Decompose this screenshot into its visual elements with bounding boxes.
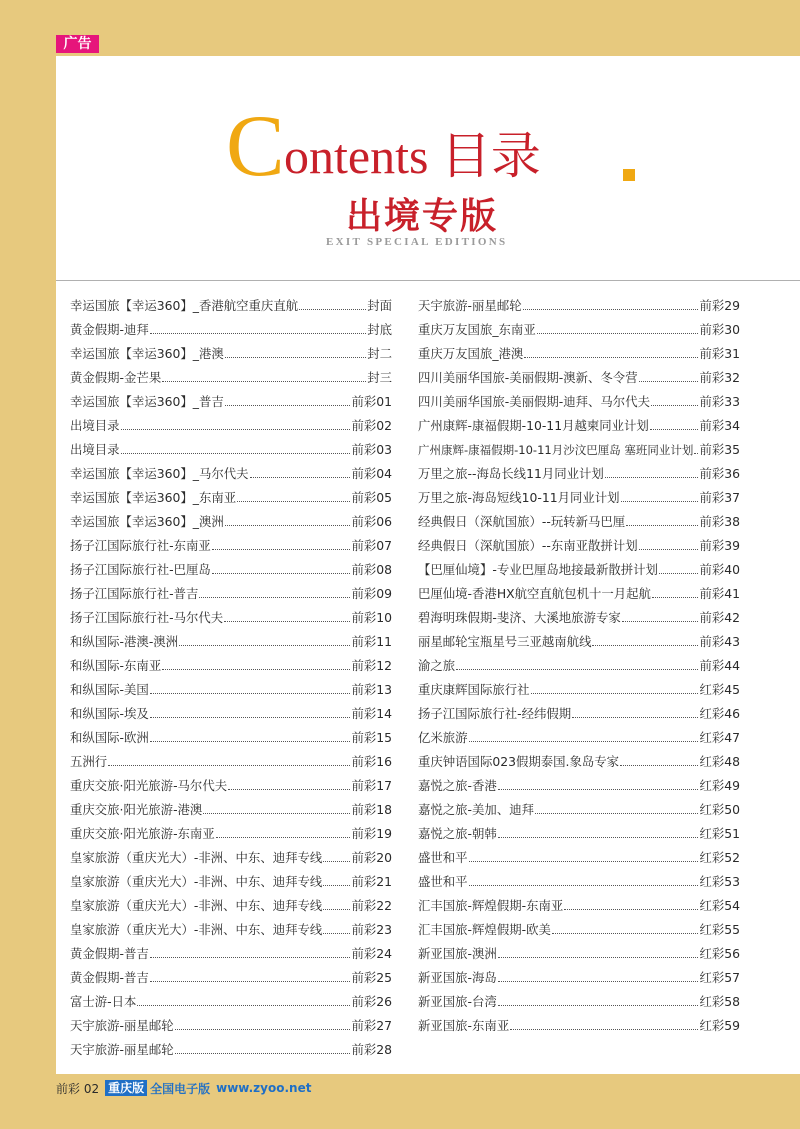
toc-entry-page: 红彩49 xyxy=(699,778,740,793)
toc-entry-title: 巴厘仙境-香港HX航空直航包机十一月起航 xyxy=(418,586,651,601)
toc-entry-page: 前彩40 xyxy=(699,562,740,577)
toc-entry-title: 五洲行 xyxy=(70,754,108,769)
toc-entry-title: 新亚国旅-海岛 xyxy=(418,970,497,985)
dot-leader xyxy=(552,933,699,934)
toc-entry-page: 前彩21 xyxy=(351,874,392,889)
dot-leader xyxy=(323,909,350,910)
dot-leader xyxy=(564,909,698,910)
toc-entry[interactable] xyxy=(70,578,392,602)
content-page xyxy=(56,56,800,1074)
toc-column-right xyxy=(418,290,740,1034)
toc-entry-page: 封二 xyxy=(367,346,392,361)
dot-leader xyxy=(225,405,351,406)
toc-entry-page: 红彩57 xyxy=(699,970,740,985)
toc-entry[interactable] xyxy=(418,962,740,986)
dot-leader xyxy=(323,933,350,934)
toc-entry-title: 汇丰国旅-辉煌假期-东南亚 xyxy=(418,898,564,913)
toc-entry[interactable] xyxy=(418,362,740,386)
toc-entry-page: 红彩54 xyxy=(699,898,740,913)
toc-entry-title: 嘉悦之旅-朝韩 xyxy=(418,826,497,841)
dot-leader xyxy=(179,645,350,646)
dot-leader xyxy=(299,309,366,310)
toc-entry-page: 前彩16 xyxy=(351,754,392,769)
toc-entry-page: 前彩05 xyxy=(351,490,392,505)
dot-leader xyxy=(605,477,699,478)
toc-entry-page: 红彩53 xyxy=(699,874,740,889)
footer xyxy=(56,1080,311,1096)
toc-entry-page: 前彩41 xyxy=(699,586,740,601)
dot-leader xyxy=(225,525,351,526)
toc-entry-title: 重庆万友国旅_港澳 xyxy=(418,346,524,361)
title-initial: C xyxy=(226,98,285,195)
toc-entry[interactable] xyxy=(418,602,740,626)
toc-entry[interactable] xyxy=(70,338,392,362)
toc-entry-page: 前彩13 xyxy=(351,682,392,697)
dot-leader xyxy=(639,549,699,550)
toc-entry-page: 前彩17 xyxy=(351,778,392,793)
toc-entry[interactable] xyxy=(70,482,392,506)
toc-entry-page: 红彩48 xyxy=(699,754,740,769)
toc-entry[interactable] xyxy=(418,290,740,314)
toc-entry-title: 万里之旅-海岛短线10-11月同业计划 xyxy=(418,490,620,505)
toc-entry-page: 前彩04 xyxy=(351,466,392,481)
dot-leader xyxy=(237,501,350,502)
toc-entry-page: 前彩36 xyxy=(699,466,740,481)
toc-entry-page: 前彩07 xyxy=(351,538,392,553)
page-title xyxy=(226,98,646,195)
toc-entry[interactable] xyxy=(70,410,392,434)
dot-leader xyxy=(228,789,350,790)
toc-entry-page: 前彩34 xyxy=(699,418,740,433)
toc-entry-title: 皇家旅游（重庆光大）-非洲、中东、迪拜专线 xyxy=(70,850,323,865)
toc-entry[interactable] xyxy=(70,314,392,338)
toc-entry-page: 红彩58 xyxy=(699,994,740,1009)
dot-leader xyxy=(224,621,350,622)
toc-entry-title: 丽星邮轮宝瓶星号三亚越南航线 xyxy=(418,634,592,649)
toc-entry-page: 红彩51 xyxy=(699,826,740,841)
toc-entry[interactable] xyxy=(418,482,740,506)
dot-leader xyxy=(250,477,351,478)
toc-entry-page: 前彩24 xyxy=(351,946,392,961)
divider xyxy=(56,280,800,281)
toc-entry[interactable] xyxy=(70,674,392,698)
toc-entry-page: 红彩59 xyxy=(699,1018,740,1033)
toc-entry[interactable] xyxy=(418,698,740,722)
dot-leader xyxy=(620,765,698,766)
toc-entry-page: 前彩28 xyxy=(351,1042,392,1057)
toc-entry[interactable] xyxy=(70,914,392,938)
toc-entry-title: 天宇旅游-丽星邮轮 xyxy=(70,1042,174,1057)
title-dot-decoration xyxy=(623,169,635,181)
dot-leader xyxy=(108,765,350,766)
toc-entry-title: 【巴厘仙境】-专业巴厘岛地接最新散拼计划 xyxy=(418,562,658,577)
toc-entry-title: 碧海明珠假期-斐济、大溪地旅游专家 xyxy=(418,610,621,625)
toc-entry-page: 前彩38 xyxy=(699,514,740,529)
toc-entry-page: 前彩09 xyxy=(351,586,392,601)
dot-leader xyxy=(456,669,698,670)
toc-entry-page: 前彩12 xyxy=(351,658,392,673)
toc-entry-title: 扬子江国际旅行社-巴厘岛 xyxy=(70,562,211,577)
toc-entry-title: 黄金假期-迪拜 xyxy=(70,322,149,337)
toc-entry[interactable] xyxy=(70,1010,392,1034)
english-subtitle: EXIT SPECIAL EDITIONS xyxy=(326,236,508,248)
dot-leader xyxy=(622,621,699,622)
toc-entry-title: 四川美丽华国旅-美丽假期-澳新、冬令营 xyxy=(418,370,638,385)
toc-entry-page: 前彩27 xyxy=(351,1018,392,1033)
toc-entry[interactable] xyxy=(418,986,740,1010)
toc-entry-page: 前彩39 xyxy=(699,538,740,553)
toc-entry[interactable] xyxy=(418,890,740,914)
dot-leader xyxy=(537,333,699,334)
toc-entry[interactable] xyxy=(70,986,392,1010)
toc-entry[interactable] xyxy=(418,434,740,458)
toc-entry-title: 四川美丽华国旅-美丽假期-迪拜、马尔代夫 xyxy=(418,394,650,409)
toc-entry-title: 黄金假期-普吉 xyxy=(70,970,149,985)
toc-entry-page: 前彩11 xyxy=(351,634,392,649)
dot-leader xyxy=(175,1053,351,1054)
toc-entry-page: 前彩23 xyxy=(351,922,392,937)
toc-entry-page: 前彩29 xyxy=(699,298,740,313)
dot-leader xyxy=(150,333,366,334)
toc-entry-page: 前彩19 xyxy=(351,826,392,841)
toc-entry[interactable] xyxy=(70,386,392,410)
toc-entry[interactable] xyxy=(418,866,740,890)
dot-leader xyxy=(203,813,350,814)
toc-entry-title: 重庆交旅·阳光旅游-东南亚 xyxy=(70,826,215,841)
toc-entry-page: 前彩37 xyxy=(699,490,740,505)
dot-leader xyxy=(510,1029,698,1030)
toc-entry-page: 红彩55 xyxy=(699,922,740,937)
toc-entry-page: 前彩25 xyxy=(351,970,392,985)
toc-entry-title: 富士游-日本 xyxy=(70,994,137,1009)
toc-entry[interactable] xyxy=(418,386,740,410)
toc-entry-page: 前彩06 xyxy=(351,514,392,529)
edition-label: 全国电子版 xyxy=(150,1081,211,1096)
toc-entry-title: 皇家旅游（重庆光大）-非洲、中东、迪拜专线 xyxy=(70,874,323,889)
dot-leader xyxy=(469,885,699,886)
dot-leader xyxy=(150,693,351,694)
toc-entry-title: 经典假日（深航国旅）--东南亚散拼计划 xyxy=(418,538,638,553)
toc-entry-title: 出境目录 xyxy=(70,418,120,433)
dot-leader xyxy=(162,669,350,670)
dot-leader xyxy=(621,501,699,502)
toc-entry[interactable] xyxy=(70,770,392,794)
dot-leader xyxy=(150,957,351,958)
toc-entry-title: 渝之旅 xyxy=(418,658,456,673)
toc-entry[interactable] xyxy=(70,602,392,626)
toc-entry[interactable] xyxy=(70,794,392,818)
toc-entry[interactable] xyxy=(70,866,392,890)
toc-entry-title: 幸运国旅【幸运360】_澳洲 xyxy=(70,514,224,529)
toc-entry[interactable] xyxy=(70,434,392,458)
dot-leader xyxy=(121,429,351,430)
dot-leader xyxy=(212,573,351,574)
toc-entry-title: 亿米旅游 xyxy=(418,730,468,745)
toc-entry[interactable] xyxy=(70,458,392,482)
toc-entry[interactable] xyxy=(70,842,392,866)
toc-entry[interactable] xyxy=(418,1010,740,1034)
toc-entry-title: 重庆交旅·阳光旅游-马尔代夫 xyxy=(70,778,228,793)
toc-entry[interactable] xyxy=(70,362,392,386)
dot-leader xyxy=(639,381,699,382)
dot-leader xyxy=(150,981,351,982)
toc-entry[interactable] xyxy=(70,938,392,962)
toc-entry-page: 前彩08 xyxy=(351,562,392,577)
dot-leader xyxy=(650,429,699,430)
toc-entry-title: 天宇旅游-丽星邮轮 xyxy=(418,298,522,313)
toc-entry-title: 经典假日（深航国旅）--玩转新马巴厘 xyxy=(418,514,626,529)
toc-entry[interactable] xyxy=(70,962,392,986)
toc-entry-title: 出境目录 xyxy=(70,442,120,457)
toc-entry-title: 扬子江国际旅行社-马尔代夫 xyxy=(70,610,224,625)
toc-entry-title: 万里之旅--海岛长线11月同业计划 xyxy=(418,466,604,481)
toc-entry-title: 和纵国际-港澳-澳洲 xyxy=(70,634,179,649)
toc-entry-title: 新亚国旅-东南亚 xyxy=(418,1018,510,1033)
toc-entry[interactable] xyxy=(70,818,392,842)
dot-leader xyxy=(652,597,699,598)
dot-leader xyxy=(162,381,366,382)
footer-page-number: 前彩 02 xyxy=(56,1081,100,1096)
toc-entry-page: 前彩44 xyxy=(699,658,740,673)
toc-entry[interactable] xyxy=(70,626,392,650)
toc-entry-page: 封三 xyxy=(367,370,392,385)
toc-entry-page: 前彩33 xyxy=(699,394,740,409)
dot-leader xyxy=(498,1005,699,1006)
toc-entry-title: 汇丰国旅-辉煌假期-欧美 xyxy=(418,922,551,937)
toc-entry[interactable] xyxy=(70,290,392,314)
toc-entry[interactable] xyxy=(418,530,740,554)
toc-entry-title: 扬子江国际旅行社-东南亚 xyxy=(70,538,211,553)
toc-entry-title: 新亚国旅-澳洲 xyxy=(418,946,497,961)
toc-entry[interactable] xyxy=(70,554,392,578)
toc-entry-title: 扬子江国际旅行社-普吉 xyxy=(70,586,199,601)
toc-entry[interactable] xyxy=(70,698,392,722)
dot-leader xyxy=(469,861,699,862)
dot-leader xyxy=(212,549,351,550)
toc-entry[interactable] xyxy=(418,842,740,866)
toc-entry-page: 红彩50 xyxy=(699,802,740,817)
toc-entry-title: 黄金假期-普吉 xyxy=(70,946,149,961)
toc-entry-page: 红彩52 xyxy=(699,850,740,865)
toc-entry[interactable] xyxy=(418,794,740,818)
toc-entry-title: 天宇旅游-丽星邮轮 xyxy=(70,1018,174,1033)
toc-entry-page: 前彩01 xyxy=(351,394,392,409)
toc-entry[interactable] xyxy=(70,530,392,554)
toc-entry-page: 前彩31 xyxy=(699,346,740,361)
toc-entry-title: 广州康辉-康福假期-10-11月沙汶巴厘岛 塞班同业计划 xyxy=(418,443,694,457)
toc-entry-title: 皇家旅游（重庆光大）-非洲、中东、迪拜专线 xyxy=(70,922,323,937)
toc-entry-page: 红彩47 xyxy=(699,730,740,745)
toc-entry-title: 盛世和平 xyxy=(418,874,468,889)
toc-entry-page: 前彩10 xyxy=(351,610,392,625)
dot-leader xyxy=(175,1029,351,1030)
toc-entry-title: 广州康辉-康福假期-10-11月越柬同业计划 xyxy=(418,418,649,433)
dot-leader xyxy=(469,741,699,742)
toc-entry[interactable] xyxy=(70,650,392,674)
toc-entry-title: 幸运国旅【幸运360】_普吉 xyxy=(70,394,224,409)
toc-entry[interactable] xyxy=(418,458,740,482)
dot-leader xyxy=(199,597,350,598)
toc-entry-title: 嘉悦之旅-香港 xyxy=(418,778,497,793)
toc-entry-title: 和纵国际-埃及 xyxy=(70,706,149,721)
toc-entry-title: 重庆交旅·阳光旅游-港澳 xyxy=(70,802,203,817)
toc-entry-page: 前彩42 xyxy=(699,610,740,625)
toc-entry[interactable] xyxy=(70,746,392,770)
dot-leader xyxy=(498,981,699,982)
toc-entry[interactable] xyxy=(418,314,740,338)
toc-entry[interactable] xyxy=(418,338,740,362)
toc-entry-title: 幸运国旅【幸运360】_港澳 xyxy=(70,346,224,361)
title-text: ontents 目录 xyxy=(284,128,541,184)
toc-entry-page: 前彩32 xyxy=(699,370,740,385)
dot-leader xyxy=(323,885,350,886)
toc-entry[interactable] xyxy=(418,650,740,674)
dot-leader xyxy=(626,525,698,526)
dot-leader xyxy=(572,717,698,718)
toc-entry-page: 前彩15 xyxy=(351,730,392,745)
toc-entry-page: 前彩26 xyxy=(351,994,392,1009)
dot-leader xyxy=(150,717,351,718)
toc-entry[interactable] xyxy=(70,722,392,746)
toc-entry-page: 前彩20 xyxy=(351,850,392,865)
dot-leader xyxy=(651,405,698,406)
dot-leader xyxy=(323,861,350,862)
toc-entry-page: 前彩03 xyxy=(351,442,392,457)
toc-entry-title: 重庆钟语国际023假期泰国.象岛专家 xyxy=(418,754,620,769)
toc-entry-page: 前彩02 xyxy=(351,418,392,433)
toc-entry-page: 前彩30 xyxy=(699,322,740,337)
toc-entry[interactable] xyxy=(70,1034,392,1058)
edition-badge: 重庆版 xyxy=(105,1080,147,1096)
dot-leader xyxy=(121,453,351,454)
toc-entry[interactable] xyxy=(418,914,740,938)
ad-tag: 广告 xyxy=(56,35,99,53)
toc-entry-title: 扬子江国际旅行社-经纬假期 xyxy=(418,706,572,721)
toc-column-left xyxy=(70,290,392,1058)
dot-leader xyxy=(531,693,699,694)
toc-entry-page: 封面 xyxy=(367,298,392,313)
dot-leader xyxy=(524,357,698,358)
toc-entry-title: 重庆万友国旅_东南亚 xyxy=(418,322,536,337)
toc-entry-title: 重庆康辉国际旅行社 xyxy=(418,682,530,697)
toc-entry[interactable] xyxy=(418,746,740,770)
dot-leader xyxy=(694,453,698,454)
dot-leader xyxy=(523,309,699,310)
toc-entry-page: 前彩43 xyxy=(699,634,740,649)
toc-entry[interactable] xyxy=(418,770,740,794)
dot-leader xyxy=(150,741,351,742)
toc-entry[interactable] xyxy=(418,818,740,842)
toc-entry-title: 嘉悦之旅-美加、迪拜 xyxy=(418,802,534,817)
toc-entry[interactable] xyxy=(418,554,740,578)
dot-leader xyxy=(498,789,699,790)
toc-entry[interactable] xyxy=(418,674,740,698)
dot-leader xyxy=(216,837,351,838)
toc-entry-title: 和纵国际-美国 xyxy=(70,682,149,697)
toc-entry-title: 盛世和平 xyxy=(418,850,468,865)
toc-entry[interactable] xyxy=(418,626,740,650)
page-subtitle: 出境专版 xyxy=(346,196,499,236)
dot-leader xyxy=(225,357,366,358)
toc-entry[interactable] xyxy=(418,938,740,962)
dot-leader xyxy=(137,1005,350,1006)
dot-leader xyxy=(592,645,698,646)
toc-entry[interactable] xyxy=(418,578,740,602)
toc-entry-title: 和纵国际-欧洲 xyxy=(70,730,149,745)
toc-entry-title: 黄金假期-金芒果 xyxy=(70,370,162,385)
toc-entry-page: 封底 xyxy=(367,322,392,337)
website-link[interactable]: www.zyoo.net xyxy=(216,1081,312,1095)
dot-leader xyxy=(498,837,699,838)
toc-entry[interactable] xyxy=(418,410,740,434)
dot-leader xyxy=(535,813,698,814)
toc-entry-page: 红彩45 xyxy=(699,682,740,697)
dot-leader xyxy=(498,957,699,958)
toc-entry-page: 前彩35 xyxy=(699,442,740,457)
toc-entry-title: 和纵国际-东南亚 xyxy=(70,658,162,673)
toc-entry-title: 幸运国旅【幸运360】_马尔代夫 xyxy=(70,466,249,481)
toc-entry-page: 前彩22 xyxy=(351,898,392,913)
toc-entry[interactable] xyxy=(70,890,392,914)
toc-entry-title: 幸运国旅【幸运360】_香港航空重庆直航 xyxy=(70,298,299,313)
toc-entry[interactable] xyxy=(418,722,740,746)
toc-entry[interactable] xyxy=(70,506,392,530)
toc-entry-page: 红彩56 xyxy=(699,946,740,961)
toc-entry-title: 新亚国旅-台湾 xyxy=(418,994,497,1009)
toc-entry-page: 前彩14 xyxy=(351,706,392,721)
toc-entry[interactable] xyxy=(418,506,740,530)
toc-entry-title: 幸运国旅【幸运360】_东南亚 xyxy=(70,490,237,505)
toc-entry-title: 皇家旅游（重庆光大）-非洲、中东、迪拜专线 xyxy=(70,898,323,913)
toc-entry-page: 前彩18 xyxy=(351,802,392,817)
toc-entry-page: 红彩46 xyxy=(699,706,740,721)
dot-leader xyxy=(659,573,699,574)
